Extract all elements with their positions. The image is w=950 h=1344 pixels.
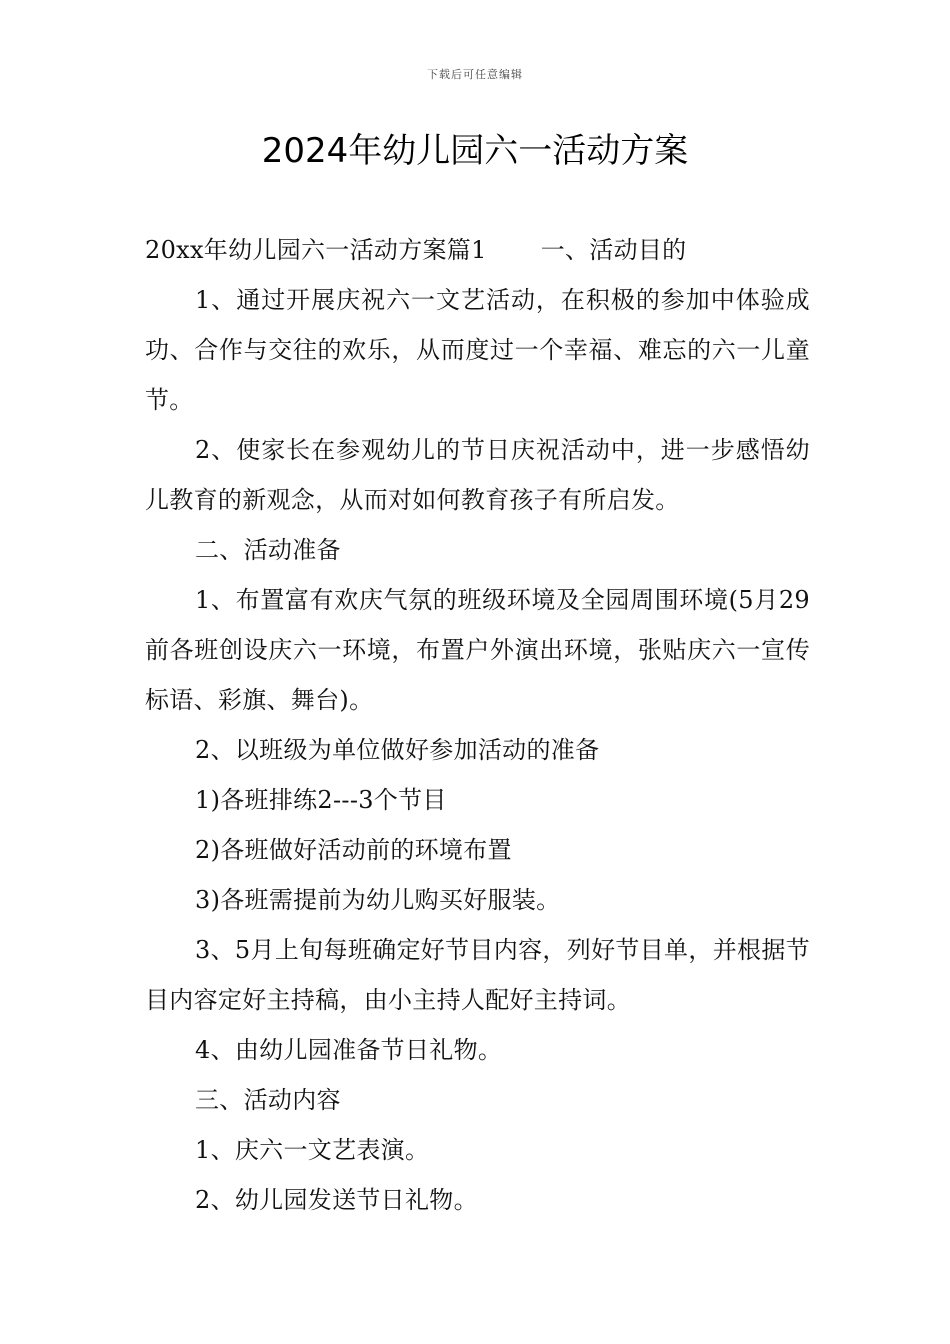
list-item-rehearse: 1)各班排练2---3个节目 bbox=[195, 786, 447, 814]
list-item-environment: 2)各班做好活动前的环境布置 bbox=[195, 836, 512, 864]
paragraph-prep-2: 2、以班级为单位做好参加活动的准备 bbox=[195, 736, 600, 764]
list-item-costumes: 3)各班需提前为幼儿购买好服装。 bbox=[195, 886, 561, 914]
paragraph-content-1: 1、庆六一文艺表演。 bbox=[195, 1136, 430, 1164]
section-heading-article: 20xx年幼儿园六一活动方案篇1 bbox=[145, 236, 487, 264]
paragraph-prep-4: 4、由幼儿园准备节日礼物。 bbox=[195, 1036, 503, 1064]
paragraph-prep-1: 1、布置富有欢庆气氛的班级环境及全园周围环境(5月29前各班创设庆六一环境，布置户外演出环境，张贴庆六一宣传标语、彩旗、舞台)。 bbox=[145, 586, 810, 714]
document-title: 2024年幼儿园六一活动方案 bbox=[261, 131, 689, 171]
section-heading-preparation: 二、活动准备 bbox=[195, 536, 341, 564]
first-line bbox=[145, 225, 810, 275]
paragraph-content-2: 2、幼儿园发送节日礼物。 bbox=[195, 1186, 478, 1214]
header-note: 下载后可任意编辑 bbox=[427, 68, 523, 81]
paragraph-prep-3: 3、5月上旬每班确定好节目内容，列好节目单，并根据节目内容定好主持稿，由小主持人配好主持词。 bbox=[145, 936, 810, 1014]
section-heading-goals: 一、活动目的 bbox=[540, 236, 687, 264]
document-body bbox=[145, 225, 810, 1225]
section-heading-content: 三、活动内容 bbox=[195, 1086, 341, 1114]
paragraph-goal-2: 2、使家长在参观幼儿的节日庆祝活动中，进一步感悟幼儿教育的新观念，从而对如何教育孩子有所启发。 bbox=[145, 436, 810, 514]
paragraph-goal-1: 1、通过开展庆祝六一文艺活动，在积极的参加中体验成功、合作与交往的欢乐，从而度过一个幸福、难忘的六一儿童节。 bbox=[145, 286, 810, 414]
